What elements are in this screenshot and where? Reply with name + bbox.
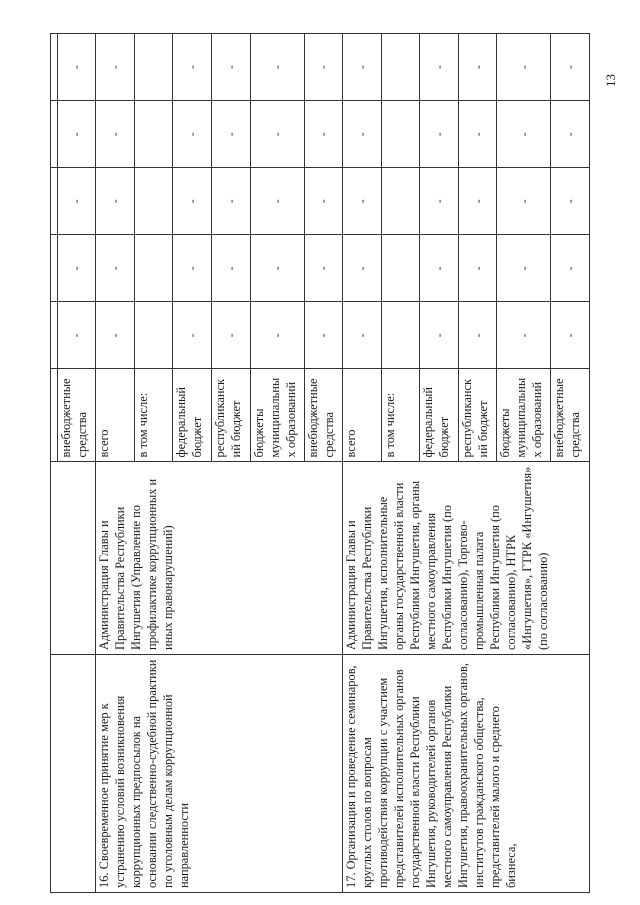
value-cell: - <box>211 34 250 101</box>
table-row <box>343 34 382 893</box>
value-cell: - <box>420 34 459 101</box>
value-cell: - <box>250 302 304 369</box>
source-cell: всего <box>343 369 382 462</box>
table-row <box>96 34 135 893</box>
prev-executor-cell <box>51 462 96 655</box>
source-cell: внебюджетные средства <box>57 369 96 462</box>
value-cell: - <box>497 302 551 369</box>
measure-name-cell: 17. Организация и проведение семинаров, круглых столов по вопросам противодействия коррупции с участием представителей исполнительных органов государственной власти Республики Ингушетия, руководителей органов местного самоуправления Республики Ингушетия, правоохранительных органов, институтов гражданского общества, представителей малого и среднего бизнеса, <box>343 655 590 893</box>
value-cell: - <box>173 168 212 235</box>
value-cell: - <box>211 302 250 369</box>
value-cell: - <box>57 302 96 369</box>
page-number: 13 <box>603 74 618 87</box>
value-cell: - <box>458 101 497 168</box>
value-cell: - <box>173 235 212 302</box>
value-cell: - <box>211 101 250 168</box>
source-cell: всего <box>96 369 135 462</box>
value-cell: - <box>173 101 212 168</box>
value-cell: - <box>57 34 96 101</box>
source-cell: внебюджетные средства <box>304 369 343 462</box>
value-cell: - <box>343 101 382 168</box>
value-cell: - <box>57 235 96 302</box>
value-cell: - <box>497 235 551 302</box>
value-cell: - <box>96 34 135 101</box>
value-cell: - <box>173 34 212 101</box>
value-cell: - <box>343 235 382 302</box>
value-cell: - <box>343 168 382 235</box>
value-cell: - <box>458 34 497 101</box>
source-cell: в том числе: <box>134 369 173 462</box>
prev-name-cell <box>51 655 96 893</box>
value-cell: - <box>304 101 343 168</box>
value-cell: - <box>420 235 459 302</box>
executor-cell: Администрация Главы и Правительства Республики Ингушетия (Управление по профилактике коррупционных и иных правонарушений) <box>96 462 343 655</box>
value-cell: - <box>304 168 343 235</box>
source-cell: республиканский бюджет <box>211 369 250 462</box>
value-cell: - <box>551 302 590 369</box>
value-cell: - <box>551 101 590 168</box>
measure-name-cell: 16. Своевременное принятие мер к устранению условий возникновения коррупционных предпосылок на основании следственно-судебной практики по уголовным делам коррупционной направленности <box>96 655 343 893</box>
value-cell: - <box>211 168 250 235</box>
value-cell: - <box>211 235 250 302</box>
value-cell: - <box>250 235 304 302</box>
value-cell: - <box>304 235 343 302</box>
value-cell: - <box>96 101 135 168</box>
value-cell: - <box>96 235 135 302</box>
value-cell: - <box>343 34 382 101</box>
value-cell: - <box>96 168 135 235</box>
measures-table <box>50 33 590 893</box>
value-cell: - <box>420 302 459 369</box>
value-cell: - <box>250 101 304 168</box>
value-cell: - <box>250 34 304 101</box>
value-cell: - <box>57 168 96 235</box>
source-cell: бюджеты муниципальных образований <box>497 369 551 462</box>
value-cell: - <box>551 34 590 101</box>
value-cell: - <box>497 34 551 101</box>
source-cell: республиканский бюджет <box>458 369 497 462</box>
value-cell: - <box>497 101 551 168</box>
executor-cell: Администрация Главы и Правительства Республики Ингушетия, исполнительные органы государственной власти Республики Ингушетия, органы местного самоуправления Республики Ингушетия (по согласованию), Торгово-промышленная палата Республики Ингушетия (по согласованию), НТРК «Ингушетия», ГТРК «Ингушетия» (по согласованию) <box>343 462 590 655</box>
value-cell: - <box>343 302 382 369</box>
source-cell: бюджеты муниципальных образований <box>250 369 304 462</box>
value-cell: - <box>304 34 343 101</box>
source-cell <box>51 369 58 462</box>
value-cell: - <box>458 302 497 369</box>
value-cell: - <box>420 168 459 235</box>
value-cell: - <box>497 168 551 235</box>
value-cell: - <box>96 302 135 369</box>
value-cell: - <box>250 168 304 235</box>
source-cell: в том числе: <box>381 369 420 462</box>
value-cell: - <box>551 235 590 302</box>
value-cell: - <box>57 101 96 168</box>
table-row <box>51 34 58 893</box>
value-cell: - <box>304 302 343 369</box>
source-cell: федеральный бюджет <box>420 369 459 462</box>
value-cell: - <box>458 235 497 302</box>
source-cell: федеральный бюджет <box>173 369 212 462</box>
value-cell: - <box>173 302 212 369</box>
value-cell: - <box>420 101 459 168</box>
value-cell: - <box>458 168 497 235</box>
source-cell: внебюджетные средства <box>551 369 590 462</box>
value-cell: - <box>551 168 590 235</box>
